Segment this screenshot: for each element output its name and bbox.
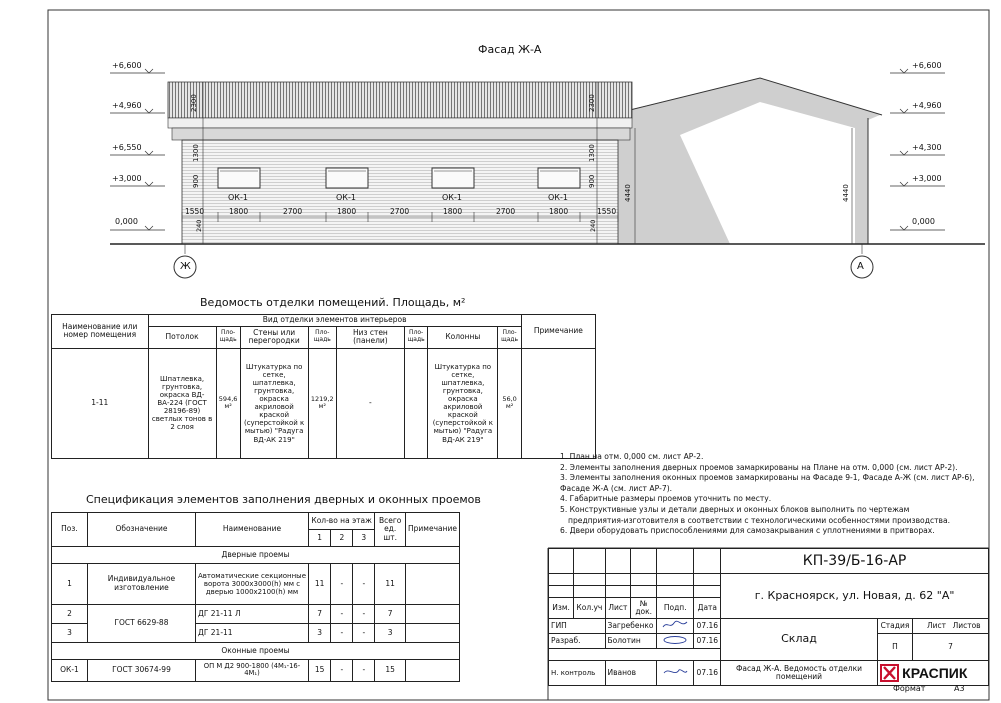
header-area: Пло-щадь [216,326,240,348]
row-f2: - [331,564,353,605]
row-total: 3 [375,623,406,642]
dim-label: 1800 [443,207,463,216]
axis-label-right: А [857,261,864,272]
header-name: Наименование [195,513,308,547]
format-value: А3 [954,684,965,693]
title-block [548,548,989,686]
row-total: 11 [375,564,406,605]
signature [657,619,694,634]
header-designation: Обозначение [87,513,195,547]
note-line: 3. Элементы заполнения оконных проемов замаркированы на Фасаде 9-1, Фасаде А-Ж (см. лист АР-6), [560,473,975,483]
axis-label-left: Ж [180,261,191,272]
dim-label: 2300 [190,94,198,112]
sign-date: 07.16 [694,619,721,634]
row-total: 7 [375,604,406,623]
role: Разраб. [549,634,606,649]
row-f3: - [353,659,375,681]
row-f3: - [353,564,375,605]
project-code: КП-39/Б-16-АР [721,549,989,574]
row-name: Автоматические секционные ворота 3000х3000(h) мм с дверью 1000х2100(h) мм [195,564,308,605]
spec-table-title: Спецификация элементов заполнения дверных и оконных проемов [86,493,481,506]
dim-label: 4440 [624,184,632,202]
header-area: Пло-щадь [308,326,336,348]
row-total: 15 [375,659,406,681]
columns-finish: Штукатурка по сетке, шпатлевка, грунтовка, окраска акриловой краской (суперстойкой к мытью) "Радуга ВД-АК 219" [428,348,498,458]
sheet-title: Фасад Ж-А. Ведомость отделки помещений [721,661,878,686]
window-label: ОК-1 [548,193,568,202]
row-name: ДГ 21-11 [195,623,308,642]
header-qty-floor: Кол-во на этаж [309,513,375,530]
dim-label: 4440 [842,184,850,202]
dim-label: 1800 [229,207,249,216]
header-floor: 1 [309,530,331,547]
header-ceiling: Потолок [148,326,216,348]
header-total: Всего ед. шт. [375,513,406,547]
section-doors: Дверные проемы [52,547,460,564]
header-columns: Колонны [428,326,498,348]
dim-label: 900 [192,174,200,188]
col-izm: Изм. [549,598,574,619]
walls-finish: Штукатурка по сетке, шпатлевка, грунтовка, окраска акриловой краской (суперстойкой к мытью) "Радуга ВД-АК 219" [240,348,308,458]
row-f3: - [353,604,375,623]
signature [657,661,694,686]
header-room: Наименование или номер помещения [52,315,149,349]
sheet-value: 7 [948,641,953,651]
sheets-header: Листов [952,620,981,630]
note-line: Фасаде Ж-А (см. лист АР-7). [560,483,673,493]
level-label: +4,300 [912,143,942,152]
row-f2: - [331,604,353,623]
ceiling-finish: Шпатлевка, грунтовка, окраска ВД-ВА-224 (ГОСТ 28196-89) светлых тонов в 2 слоя [148,348,216,458]
roof [168,82,632,118]
dim-label: 1550 [597,207,617,216]
note-line: предприятия-изготовителя в соответствии с технологическими особенностями производства. [568,515,951,525]
dim-label: 1800 [549,207,569,216]
row-f1: 11 [309,564,331,605]
row-designation: Индивидуальное изготовление [87,564,195,605]
header-walls: Стены или перегородки [240,326,308,348]
header-floor: 2 [331,530,353,547]
note-line: 1. План на отм. 0,000 см. лист АР-2. [560,452,704,461]
header-floor: 3 [353,530,375,547]
section-windows: Оконные проемы [52,643,460,660]
dim-label: 1300 [588,144,596,162]
col-data: Дата [694,598,721,619]
role: Н. контроль [549,661,606,686]
header-note: Примечание [521,315,595,349]
walls-area: 1219,2 м² [308,348,336,458]
row-pos: 2 [52,604,88,623]
row-f2: - [331,659,353,681]
row-name: ДГ 21-11 Л [195,604,308,623]
level-label: +6,600 [112,61,142,70]
level-label: +6,600 [912,61,942,70]
window-label: ОК-1 [228,193,248,202]
col-ndok: № док. [631,598,657,619]
dim-label: 2300 [588,94,596,112]
level-label: +3,000 [912,174,942,183]
dim-label: 900 [588,174,596,188]
dim-label: 1550 [185,207,205,216]
company-logo [877,661,988,686]
format-label: Формат [893,684,926,693]
columns-area: 56,0 м² [498,348,521,458]
row-pos: 1 [52,564,88,605]
window-label: ОК-1 [442,193,462,202]
row-name: ОП М Д2 900-1800 (4М₁-16-4М₁) [195,659,308,681]
note-line: 2. Элементы заполнения дверных проемов замаркированы на Плане на отм. 0,000 (см. лист АР-2). [560,462,958,472]
window-label: ОК-1 [336,193,356,202]
stage-value: П [877,634,912,661]
level-label: 0,000 [115,217,138,226]
role: ГИП [549,619,606,634]
dim-label: 2700 [496,207,516,216]
ceiling-area: 594,6 м² [216,348,240,458]
header-note: Примечание [406,513,460,547]
room-number: 1-11 [52,348,149,458]
person-name: Загребенко [605,619,657,634]
row-f1: 3 [309,623,331,642]
company-name: КРАСПИК [902,665,968,682]
dim-label: 2700 [390,207,410,216]
sign-date: 07.16 [694,634,721,649]
sign-date: 07.16 [694,661,721,686]
facade-title: Фасад Ж-А [478,43,542,56]
person-name: Иванов [605,661,657,686]
header-group: Вид отделки элементов интерьеров [148,315,521,327]
col-koluch: Кол.уч [574,598,605,619]
sheet-header: Лист [927,620,947,630]
bottom-finish: - [336,348,404,458]
dim-label: 240 [195,219,203,232]
finish-table [51,314,596,459]
note-line: 5. Конструктивные узлы и детали дверных и оконных блоков выполнить по чертежам [560,504,910,514]
col-list: Лист [605,598,631,619]
signature [657,634,694,649]
row-f1: 7 [309,604,331,623]
col-podp: Подп. [657,598,694,619]
level-label: +4,960 [112,101,142,110]
level-label: +3,000 [112,174,142,183]
wall [182,140,618,244]
header-bottom: Низ стен (панели) [336,326,404,348]
dim-label: 2700 [283,207,303,216]
company-logo-icon [880,664,900,682]
stage-header: Стадия [877,619,912,634]
row-f2: - [331,623,353,642]
level-label: +4,960 [912,101,942,110]
row-designation: ГОСТ 30674-99 [87,659,195,681]
header-area: Пло-щадь [498,326,521,348]
note-line: 4. Габаритные размеры проемов уточнить по месту. [560,494,772,504]
row-pos: ОК-1 [52,659,88,681]
project-address: г. Красноярск, ул. Новая, д. 62 "А" [721,573,989,618]
row-pos: 3 [52,623,88,642]
general-notes [560,452,980,537]
note-line: 6. Двери оборудовать приспособлениями для самозакрывания с уплотнениями в притворах. [560,526,935,536]
row-f1: 15 [309,659,331,681]
header-area: Пло-щадь [404,326,427,348]
object-name: Склад [721,619,878,661]
row-f3: - [353,623,375,642]
spec-table [51,512,460,682]
dim-label: 1800 [337,207,357,216]
dim-label: 240 [589,219,597,232]
level-label: +6,550 [112,143,142,152]
level-label: 0,000 [912,217,935,226]
dim-label: 1300 [192,144,200,162]
row-designation: ГОСТ 6629-88 [87,604,195,642]
finish-table-title: Ведомость отделки помещений. Площадь, м² [200,296,466,309]
header-pos: Поз. [52,513,88,547]
person-name: Болотин [605,634,657,649]
